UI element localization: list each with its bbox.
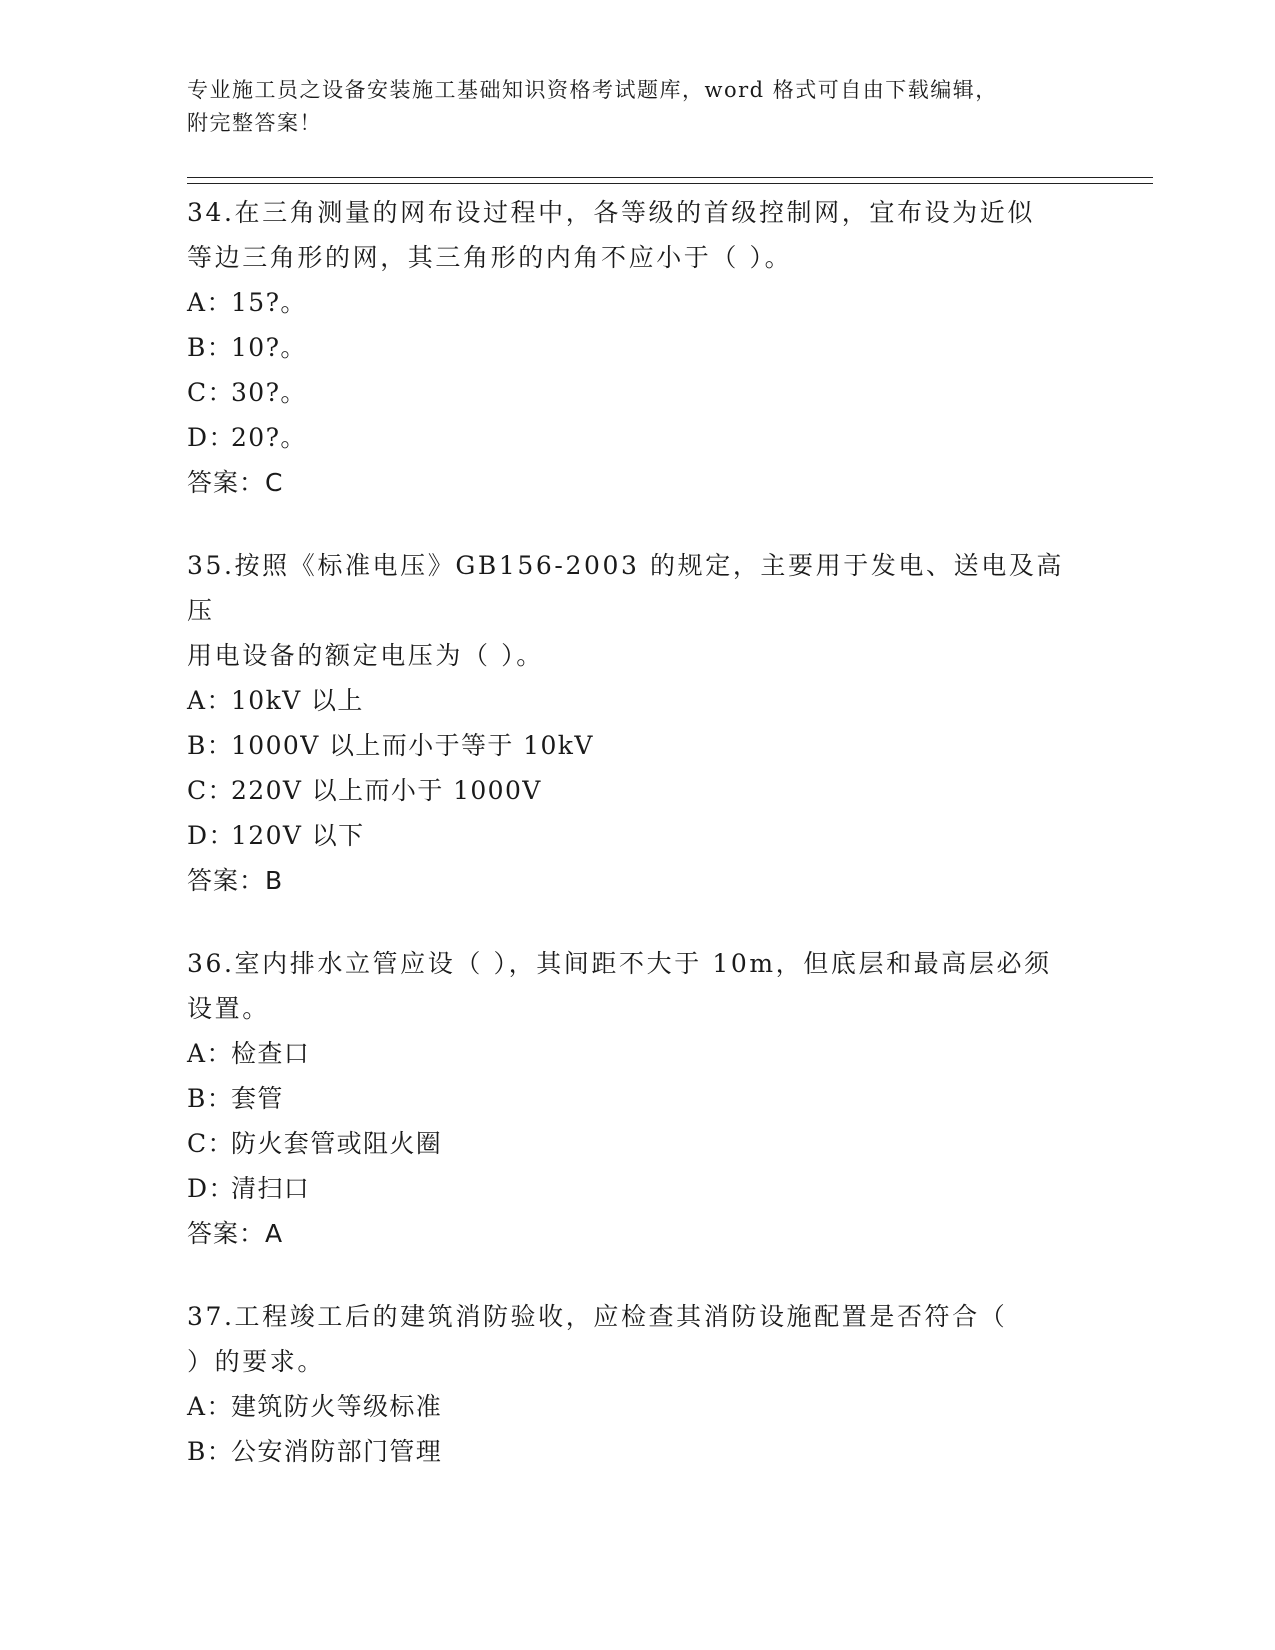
header-line-2: 附完整答案！	[187, 111, 322, 135]
question-stem-line: 用电设备的额定电压为（ ）。	[187, 641, 544, 670]
question-stem-line: 设置。	[187, 994, 270, 1023]
option-a	[187, 1384, 1087, 1429]
option-text: 套管	[231, 1084, 284, 1113]
option-text: 清扫口	[231, 1174, 311, 1203]
question-stem-line: 36.室内排水立管应设（ ），其间距不大于 10m，但底层和最高层必须	[187, 949, 1052, 978]
option-text: 10?。	[231, 333, 307, 362]
question-34	[187, 190, 1087, 505]
option-c	[187, 768, 1087, 813]
question-35	[187, 543, 1087, 903]
option-key: D：	[187, 821, 235, 850]
option-text: 15?。	[231, 288, 307, 317]
option-c	[187, 1121, 1087, 1166]
option-text: 10kV 以上	[231, 686, 364, 715]
option-key: A：	[187, 686, 233, 715]
question-stem-line: ）的要求。	[187, 1347, 326, 1376]
question-37	[187, 1294, 1087, 1474]
option-b	[187, 723, 1087, 768]
option-text: 1000V 以上而小于等于 10kV	[231, 731, 594, 760]
option-key: B：	[187, 1437, 234, 1466]
question-stem-line: 等边三角形的网，其三角形的内角不应小于（ ）。	[187, 243, 793, 272]
option-key: C：	[187, 776, 234, 805]
option-d	[187, 1166, 1087, 1211]
option-text: 220V 以上而小于 1000V	[231, 776, 542, 805]
answer-line: 答案：B	[187, 866, 284, 895]
header-line-1: 专业施工员之设备安装施工基础知识资格考试题库，word 格式可自由下载编辑，	[187, 78, 998, 102]
option-key: C：	[187, 378, 234, 407]
option-a	[187, 1031, 1087, 1076]
answer-line: 答案：A	[187, 1219, 284, 1248]
header-divider-bottom	[187, 183, 1153, 184]
option-c	[187, 370, 1087, 415]
option-key: D：	[187, 1174, 235, 1203]
question-36	[187, 941, 1087, 1256]
question-stem-line: 37.工程竣工后的建筑消防验收，应检查其消防设施配置是否符合（	[187, 1302, 1008, 1331]
option-key: B：	[187, 1084, 234, 1113]
option-text: 建筑防火等级标准	[231, 1392, 443, 1421]
option-b	[187, 325, 1087, 370]
option-text: 检查口	[231, 1039, 311, 1068]
answer-line: 答案：C	[187, 468, 284, 497]
option-key: A：	[187, 1392, 233, 1421]
option-key: D：	[187, 423, 235, 452]
question-stem-line: 35.按照《标准电压》GB156-2003 的规定，主要用于发电、送电及高压	[187, 551, 1065, 625]
question-stem-line: 34.在三角测量的网布设过程中，各等级的首级控制网，宜布设为近似	[187, 198, 1035, 227]
option-text: 防火套管或阻火圈	[231, 1129, 443, 1158]
option-key: A：	[187, 1039, 233, 1068]
option-a	[187, 678, 1087, 723]
option-key: A：	[187, 288, 233, 317]
option-d	[187, 813, 1087, 858]
option-text: 30?。	[231, 378, 307, 407]
document-header	[187, 74, 1087, 140]
question-list	[187, 190, 1087, 1512]
header-divider-top	[187, 177, 1153, 178]
option-key: C：	[187, 1129, 234, 1158]
option-key: B：	[187, 333, 234, 362]
option-key: B：	[187, 731, 234, 760]
option-text: 20?。	[231, 423, 307, 452]
option-d	[187, 415, 1087, 460]
option-text: 120V 以下	[231, 821, 365, 850]
option-a	[187, 280, 1087, 325]
option-text: 公安消防部门管理	[231, 1437, 443, 1466]
option-b	[187, 1429, 1087, 1474]
option-b	[187, 1076, 1087, 1121]
